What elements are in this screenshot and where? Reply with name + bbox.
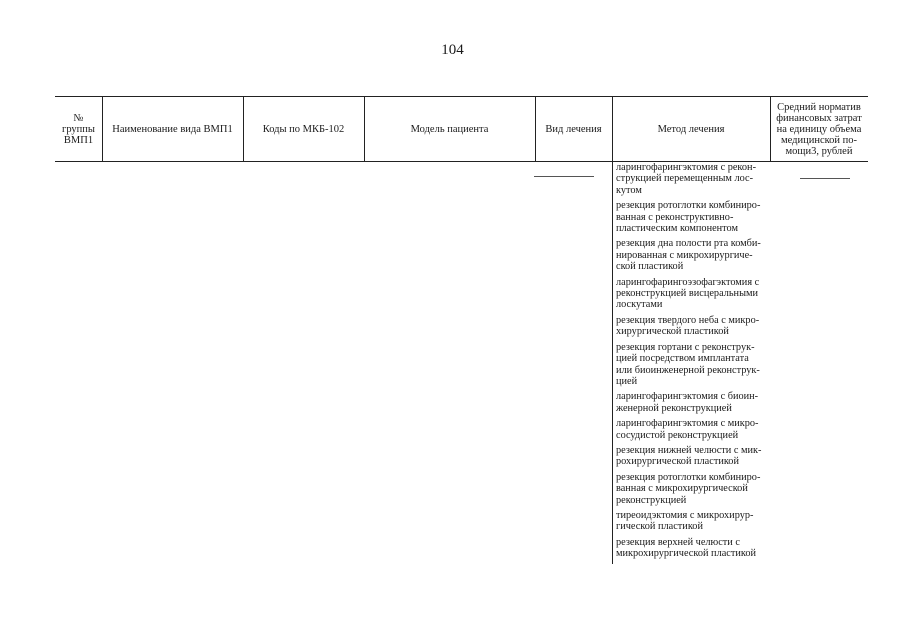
header-vmp-name: Наименование вида ВМП1	[112, 123, 233, 135]
header-average-cost: Средний норматив финансовых затрат на единицу объема медицинской по- мощи3, рублей	[776, 101, 862, 157]
method-item: ларингофарингэктомия с микро- сосудистой реконструкцией	[616, 418, 759, 441]
method-item: ларингофарингэктомия с биоин- женерной реконструкцией	[616, 391, 759, 414]
method-item: резекция верхней челюсти с микрохирургической пластикой	[616, 536, 756, 560]
method-item: резекция гортани с реконструк- цией посредством имплантата или биоинженерной реконструк- цией	[616, 341, 760, 387]
page-number: 104	[441, 42, 464, 58]
method-item: резекция твердого неба с микро- хирургической пластикой	[616, 314, 760, 338]
header-group-number: № группы ВМП1	[62, 112, 95, 146]
header-mkb-codes: Коды по МКБ-102	[262, 123, 345, 135]
header-treatment-method: Метод лечения	[657, 123, 725, 135]
scan-artifact-line	[800, 178, 850, 179]
method-item: ларингофарингэктомия с рекон- струкцией перемещенным лос- кутом	[616, 162, 756, 196]
method-item: резекция дна полости рта комби- нированная с микрохирургиче- ской пластикой	[616, 238, 761, 273]
method-item: тиреоидэктомия с микрохирур- гической пластикой	[616, 509, 754, 533]
method-item: ларингофарингоэзофагэктомия с реконструкцией висцеральными лоскутами	[616, 276, 760, 311]
treatment-method-column	[612, 162, 774, 564]
method-item: резекция ротоглотки комбиниро- ванная с микрохирургической реконструкцией	[616, 471, 761, 506]
header-patient-model: Модель пациента	[410, 123, 489, 135]
table-header	[55, 96, 868, 162]
method-item: резекция ротоглотки комбиниро- ванная с реконструктивно- пластическим компонентом	[616, 200, 761, 235]
method-item: резекция нижней челюсти с мик- рохирургической пластикой	[616, 444, 762, 468]
header-treatment-type: Вид лечения	[545, 123, 602, 135]
scan-artifact-line	[534, 176, 594, 177]
